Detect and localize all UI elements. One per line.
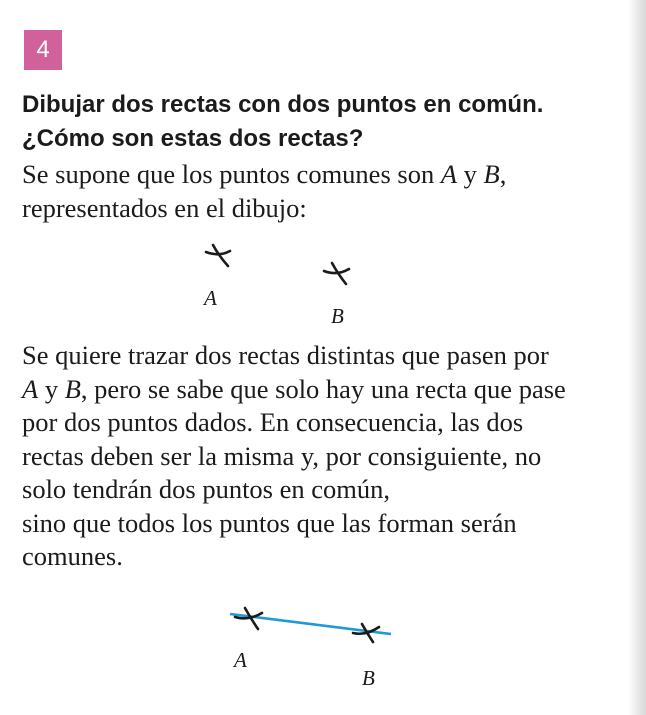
point-a-label-2: A [234,648,247,672]
conjunction: y [457,159,484,189]
point-a-ref-2: A [22,373,39,404]
explanation-line-3: por dos puntos dados. En consecuencia, las dos [22,407,524,437]
explanation-line-6: sino que todos los puntos que las forman serán [22,507,517,538]
explanation-line-4: rectas deben ser la misma y, por consiguiente, no [22,440,542,471]
point-a-ref: A [440,159,458,189]
intro-line-2: representados en el dibujo: [22,192,307,223]
explanation-line-2-rest: , pero se sabe que solo hay una recta que pase [80,373,566,404]
explanation-line-7: comunes. [22,541,123,571]
title-line-2: ¿Cómo son estas dos rectas? [22,125,364,152]
conjunction-2: y [38,373,65,404]
point-b-mark [324,263,349,284]
explanation-paragraph [22,339,622,574]
explanation-line-1: Se quiere trazar dos rectas distintas que pasen por [22,340,549,370]
point-a-label: A [204,286,217,310]
title-line-1: Dibujar dos rectas con dos puntos en común. [22,91,544,118]
point-b-ref-2: B [64,373,81,404]
exercise-number-badge: 4 [24,30,62,70]
explanation-line-2 [22,373,622,407]
point-b-ref: B [483,159,500,189]
comma: , [499,159,507,189]
point-b-label-2: B [362,666,375,690]
explanation-line-5: solo tendrán dos puntos en común, [22,474,391,504]
point-a-mark [206,245,230,266]
intro-text: Se supone que los puntos comunes son [22,159,441,189]
point-b-label: B [331,304,344,328]
